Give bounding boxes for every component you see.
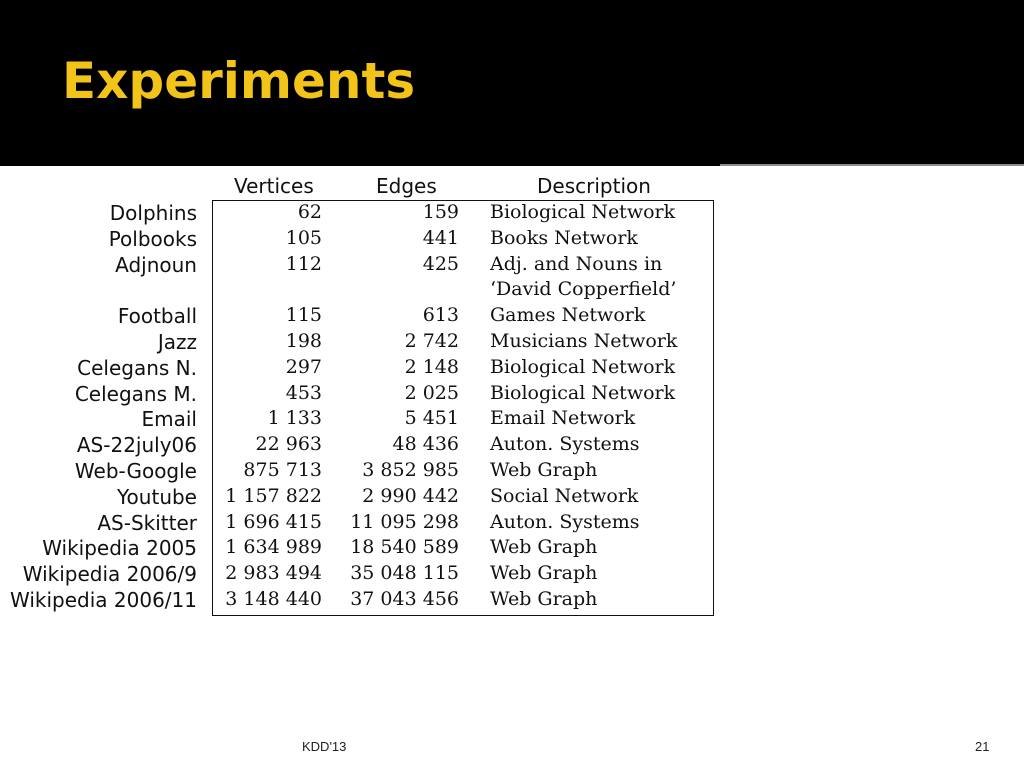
row-name: AS-22july06: [76, 433, 197, 458]
row-description: Biological Network: [490, 201, 676, 223]
row-name: Wikipedia 2006/11: [10, 588, 197, 612]
row-description: Biological Network: [490, 355, 676, 378]
footer-conference: KDD'13: [302, 739, 347, 754]
row-edges: 48 436: [392, 433, 459, 456]
row-edges: 159: [422, 201, 459, 223]
row-description: Musicians Network: [490, 330, 678, 352]
row-name: Web-Google: [74, 459, 197, 483]
row-name: Wikipedia 2005: [42, 536, 197, 561]
row-name: Adjnoun: [115, 252, 197, 277]
row-description: Biological Network: [490, 381, 676, 404]
row-vertices: 3 148 440: [225, 588, 322, 610]
row-description: Web Graph: [490, 459, 598, 481]
row-vertices: 1 696 415: [225, 510, 322, 533]
row-description: Adj. and Nouns in: [490, 252, 663, 275]
row-name: Youtube: [117, 484, 197, 509]
row-edges: 425: [422, 252, 459, 275]
header-description: Description: [537, 174, 651, 198]
row-name: Jazz: [157, 330, 197, 354]
row-edges: 2 742: [404, 330, 459, 352]
row-vertices: 198: [285, 330, 322, 352]
header-edges: Edges: [376, 174, 437, 198]
row-vertices: 62: [297, 201, 322, 223]
header-vertices: Vertices: [234, 174, 314, 198]
row-edges: 2 148: [404, 355, 459, 378]
row-name: Dolphins: [109, 201, 197, 225]
row-vertices: 1 634 989: [225, 536, 322, 559]
title-bar: [0, 0, 1024, 160]
row-description: Games Network: [490, 304, 646, 327]
slide-title: Experiments: [62, 52, 416, 110]
row-edges: 35 048 115: [350, 562, 459, 585]
row-edges: 37 043 456: [350, 588, 459, 610]
row-vertices: 453: [285, 381, 322, 404]
row-name: Wikipedia 2006/9: [22, 562, 197, 587]
row-vertices: 875 713: [243, 459, 322, 481]
page-number: 21: [975, 739, 990, 754]
row-edges: 5 451: [404, 407, 459, 430]
row-edges: 441: [422, 226, 459, 249]
row-vertices: 105: [285, 226, 322, 249]
row-vertices: 1 133: [267, 407, 322, 430]
row-name: AS-Skitter: [97, 510, 197, 535]
row-name: Celegans N.: [77, 355, 197, 380]
row-name: Polbooks: [108, 226, 197, 251]
row-vertices: 1 157 822: [225, 484, 322, 507]
dataset-table: [0, 166, 720, 626]
row-name: Email: [141, 407, 197, 432]
row-vertices: 22 963: [255, 433, 322, 456]
row-description: Web Graph: [490, 562, 598, 585]
row-description: Auton. Systems: [490, 510, 640, 533]
row-edges: 2 990 442: [362, 484, 459, 507]
row-vertices: 115: [285, 304, 322, 327]
row-edges: 2 025: [404, 381, 459, 404]
row-vertices: 2 983 494: [225, 562, 322, 585]
row-name: Celegans M.: [74, 381, 197, 406]
row-vertices: 112: [285, 252, 322, 275]
row-description-continued: ‘David Copperfield’: [490, 278, 677, 301]
row-edges: 18 540 589: [350, 536, 459, 559]
row-description: Auton. Systems: [490, 433, 640, 456]
row-description: Web Graph: [490, 588, 598, 610]
row-vertices: 297: [285, 355, 322, 378]
row-edges: 613: [422, 304, 459, 327]
row-description: Web Graph: [490, 536, 598, 559]
row-name: Football: [117, 304, 197, 329]
row-description: Books Network: [490, 226, 638, 249]
row-description: Email Network: [490, 407, 636, 430]
row-edges: 11 095 298: [350, 510, 459, 533]
slide-body: [0, 166, 1024, 768]
row-description: Social Network: [490, 484, 639, 507]
row-edges: 3 852 985: [362, 459, 459, 481]
